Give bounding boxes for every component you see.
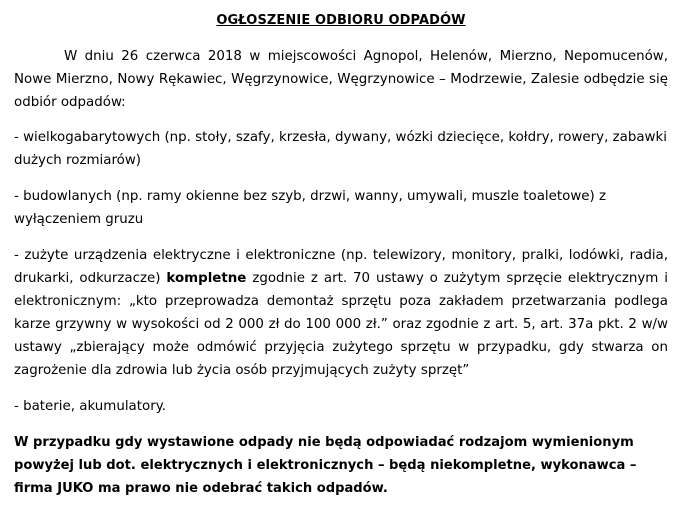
electronics-complete-emphasis: kompletne (166, 271, 247, 286)
intro-paragraph: W dniu 26 czerwca 2018 w miejscowości Agnopol, Helenów, Mierzno, Nepomucenów, Nowe Mierzno, Nowy Rękawiec, Węgrzynowice, Węgrzynowice – Modrzewie, Zalesie odbędzie się odbiór odpadów: (14, 49, 668, 110)
list-item-batteries: - baterie, akumulatory. (14, 399, 166, 414)
list-item-construction-waste: - budowlanych (np. ramy okienne bez szyb, drzwi, wanny, umywali, muszle toaletowe) z wyłączeniem gruzu (14, 189, 607, 227)
list-item-electronics (14, 244, 668, 382)
list-item-bulky-waste: - wielkogabarytowych (np. stoły, szafy, krzesła, dywany, wózki dziecięce, kołdry, rowery, zabawki dużych rozmiarów) (14, 130, 667, 168)
final-warning-paragraph: W przypadku gdy wystawione odpady nie będą odpowiadać rodzajom wymienionym powyżej lub dot. elektrycznych i elektronicznych – będą niekompletne, wykonawca – firma JUKO ma prawo nie odebrać takich odpadów. (14, 435, 637, 496)
electronics-text-start: - zużyte urządzenia elektryczne i elektroniczne (np. telewizory, monitory, pralki, lodówki, radia, drukarki, odkurzacze) (14, 248, 668, 286)
document-title: OGŁOSZENIE ODBIORU ODPADÓW (216, 13, 466, 28)
electronics-text-end: zgodnie z art. 70 ustawy o zużytym sprzęcie elektrycznym i elektronicznym: „kto przeprowadza demontaż sprzętu poza zakładem przetwarzania podlega karze grzywny w wysokości od 2 000 zł do 100 000 zł.” oraz zgodnie z art. 5, art. 37a pkt. 2 w/w ustawy „zbierający może odmówić przyjęcia zużytego sprzętu w przypadku, gdy stwarza on zagrożenie dla zdrowia lub życia osób przyjmujących zużyty sprzęt” (14, 271, 668, 378)
